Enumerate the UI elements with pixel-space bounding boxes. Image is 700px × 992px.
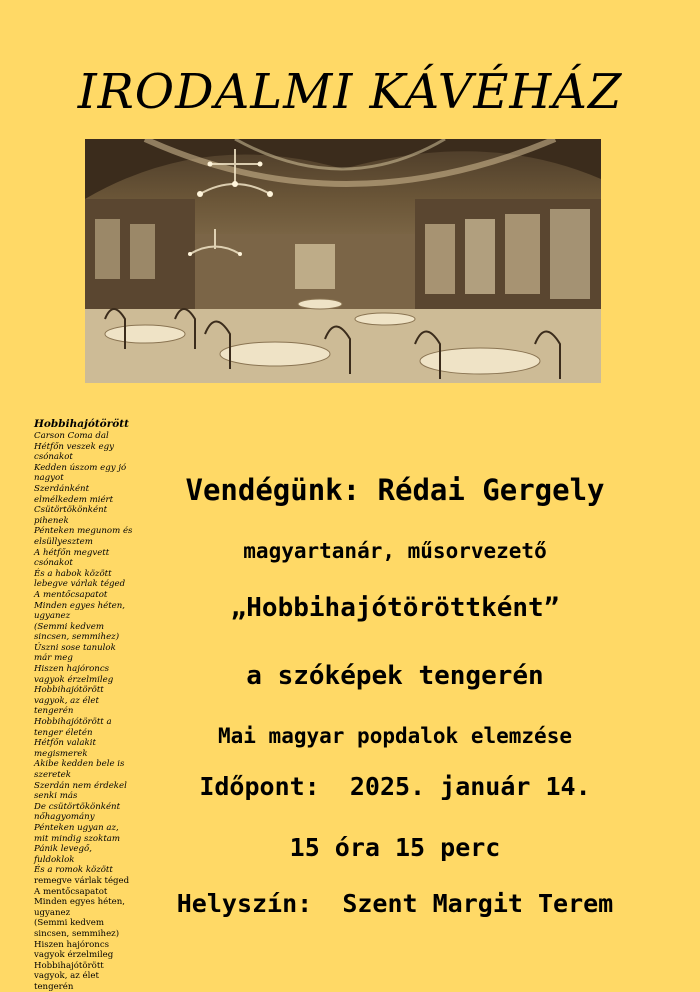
lyrics-line: És a habok között lebegve várlak téged	[34, 568, 126, 590]
topic-subtitle: a szóképek tengerén	[246, 661, 544, 691]
cafe-interior-photo	[85, 139, 601, 383]
guest-role: magyartanár, műsorvezető	[243, 539, 547, 563]
lyrics-line: Hobbihajótörött vagyok, az élet tengerén	[34, 960, 104, 992]
lyrics-line: Carson Coma dal	[34, 431, 109, 441]
talk-description: Mai magyar popdalok elemzése	[217, 724, 572, 748]
lyrics-line: Hétfőn valakit megismerek	[34, 738, 96, 759]
lyrics-upright-block	[34, 876, 134, 992]
lyrics-line: Hiszen hajóroncs vagyok érzelmileg	[34, 939, 114, 961]
lyrics-line: remegve várlak téged	[34, 875, 130, 886]
lyrics-line: Pénteken ugyan az, mit mindig szoktam	[34, 822, 121, 844]
event-date: Időpont: 2025. január 14.	[199, 772, 591, 801]
poster-title: IRODALMI KÁVÉHÁZ	[77, 64, 623, 120]
lyrics-title: Hobbihajótörött	[34, 418, 129, 430]
lyrics-line: Hobbihajótörött a tenger életén	[34, 717, 112, 738]
event-location: Helyszín: Szent Margit Terem	[176, 889, 614, 918]
lyrics-line: Pénteken megunom és elsüllyesztem	[34, 526, 133, 547]
lyrics-italic-block	[34, 431, 134, 876]
lyrics-line: Kedden úszom egy jó nagyot	[34, 462, 127, 484]
lyrics-line: És a romok között	[34, 865, 113, 876]
lyrics-line: Akibe kedden bele is szeretek	[34, 759, 125, 780]
lyrics-line: Minden egyes héten, ugyanez	[34, 600, 126, 622]
lyrics-line: Hiszen hajóroncs vagyok érzelmileg	[34, 664, 114, 685]
lyrics-line: De csütörtökönként nőhagyomány	[34, 801, 121, 823]
lyrics-line: A hétfőn megvett csónakot	[34, 547, 110, 569]
lyrics-line: Pánik levegő, fuldoklok	[34, 844, 92, 865]
lyrics-line: (Semmi kedvem sincsen, semmihez)	[34, 918, 120, 939]
lyrics-line: Úszni sose tanulok már meg	[34, 642, 116, 664]
cafe-interior-illustration	[85, 139, 601, 383]
lyrics-line: Csütörtökönként pihenek	[34, 505, 108, 526]
lyrics-line: Hétfőn veszek egy csónakot	[34, 441, 114, 463]
lyrics-line: Szerdánként elmélkedem miért	[34, 483, 114, 505]
lyrics-line: Hobbihajótörött vagyok, az élet tengerén	[34, 685, 104, 717]
lyrics-line: (Semmi kedvem sincsen, semmihez)	[34, 621, 120, 643]
guest-line: Vendégünk: Rédai Gergely	[185, 473, 605, 507]
lyrics-line: Szerdán nem érdekel senki más	[34, 780, 127, 802]
lyrics-line: A mentőcsapatot	[34, 886, 108, 897]
topic-title: „Hobbihajótöröttként”	[230, 593, 560, 623]
song-lyrics	[34, 418, 134, 992]
lyrics-line: A mentőcsapatot	[34, 589, 108, 600]
lyrics-line: Minden egyes héten, ugyanez	[34, 897, 126, 918]
event-time: 15 óra 15 perc	[289, 833, 501, 862]
